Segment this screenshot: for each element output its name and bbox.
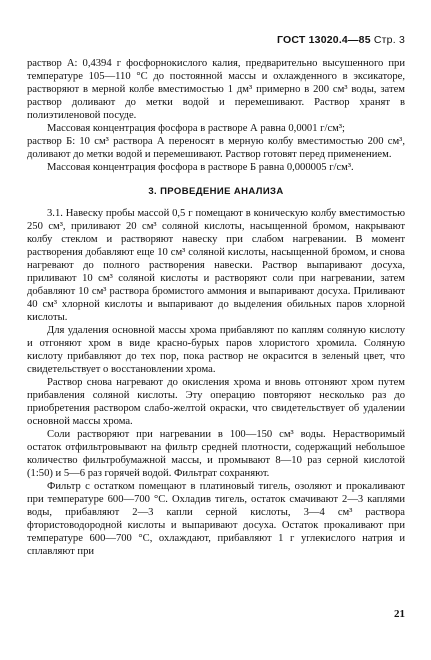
paragraph-chrome-removal: Для удаления основной массы хрома прибавляют по каплям соляную кислоту и отгоняют хром в виде красно-бурых паров хлористого хромила. Соляную кислоту прибавляют до тех пор, пока раствор не окрасится в зеленый цвет, что свидетельствует о восстановлении хрома.	[27, 325, 405, 375]
page-header	[277, 34, 405, 46]
paragraph-dissolve-salts: Соли растворяют при нагревании в 100—150 см³ воды. Нерастворимый остаток отфильтровывают на фильтр средней плотности, содержащий небольшое количество фильтробумажной массы, и промывают 8—10 раз серной кислотой (1:50) и 5—6 раз горячей водой. Фильтрат сохраняют.	[27, 429, 405, 479]
page-label: Стр. 3	[373, 34, 405, 46]
paragraph-filter-crucible: Фильтр с остатком помещают в платиновый тигель, озоляют и прокаливают при температуре 600—700 °С. Охладив тигель, остаток смачивают 2—3 каплями воды, прибавляют 2—3 капли серной кислоты, 3—4 см³ раствора фтористоводородной кислоты и выпаривают досуха. Остаток прокаливают при температуре 600—700 °С, охлаждают, прибавляют 1 г углекислого натрия и сплавляют при	[27, 481, 405, 557]
section-title: 3. ПРОВЕДЕНИЕ АНАЛИЗА	[148, 186, 284, 197]
paragraph-mass-conc-a: Массовая концентрация фосфора в растворе А равна 0,0001 г/см³;	[47, 123, 345, 134]
page-number: 21	[394, 608, 405, 620]
standard-number: ГОСТ 13020.4—85	[276, 34, 371, 46]
paragraph-solution-a: раствор А: 0,4394 г фосфорнокислого калия, предварительно высушенного при температуре 105—110 °С до постоянной массы и охлажденного в эксикаторе, растворяют в мерной колбе вместимостью 1 дм³ примерно в 200 см³ воды, затем раствор доливают до метки водой и перемешивают. Раствор хранят в полиэтиленовой посуде.	[27, 58, 405, 121]
paragraph-reheat: Раствор снова нагревают до окисления хрома и вновь отгоняют хром путем прибавления соляной кислоты. Эту операцию повторяют несколько раз до приобретения раствором слабо-желтой окраски, что свидетельствует об удалении основной массы хрома.	[27, 377, 405, 427]
paragraph-3-1: 3.1. Навеску пробы массой 0,5 г помещают в коническую колбу вместимостью 250 см³, приливают 20 см³ соляной кислоты, насыщенной бромом, накрывают колбу стеклом и растворяют навеску при слабом нагревании. В момент растворения добавляют еще 10 см³ соляной кислоты, насыщенной бромом, и снова нагревают до полного растворения навески. Раствор выпаривают досуха, приливают 10 см³ соляной кислоты и растворяют соли при нагревании, затем добавляют 10 см³ раствора бромистого аммония и выпаривают досуха. Приливают 40 см³ хлорной кислоты и выпаривают до выделения обильных паров хлорной кислоты.	[27, 208, 405, 323]
document-body	[27, 57, 405, 558]
paragraph-mass-conc-b: Массовая концентрация фосфора в растворе Б равна 0,000005 г/см³.	[47, 162, 354, 173]
paragraph-solution-b: раствор Б: 10 см³ раствора А переносят в мерную колбу вместимостью 200 см³, доливают до метки водой и перемешивают. Раствор готовят перед применением.	[27, 136, 405, 160]
